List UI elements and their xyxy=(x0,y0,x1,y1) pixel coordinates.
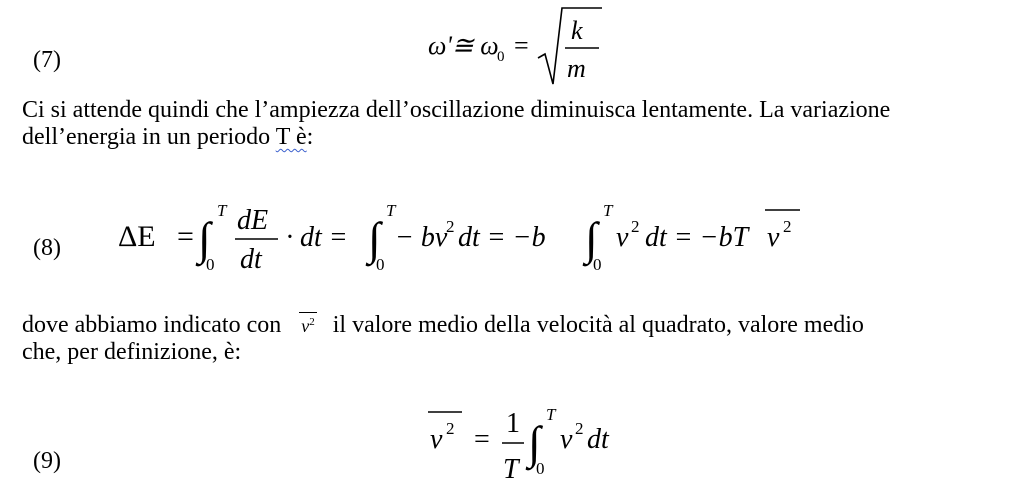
p2-line1-post: il valore medio della velocità al quadrato, valore medio xyxy=(332,312,864,338)
eq7-numerator: k xyxy=(571,16,583,45)
integral-sign-3: ∫ xyxy=(585,213,598,264)
eq8-eq1: = xyxy=(177,220,194,253)
eq8-term3-sup: 2 xyxy=(631,217,640,236)
eq9-lhs-sup: 2 xyxy=(446,419,455,438)
equation-9 xyxy=(410,398,650,492)
paragraph-1-line-2 xyxy=(22,124,313,151)
eq8-delta-e: ΔE xyxy=(118,220,156,253)
int3-lower: 0 xyxy=(593,255,602,274)
equation-number-7: (7) xyxy=(33,47,61,73)
eq9-equals: = xyxy=(474,424,490,455)
eq7-equals: = xyxy=(514,31,529,60)
eq7-subscript: 0 xyxy=(497,49,505,65)
eq8-term2-sup: 2 xyxy=(446,217,455,236)
eq9-int-lower: 0 xyxy=(536,459,545,478)
int2-lower: 0 xyxy=(376,255,385,274)
eq8-term4-sup: 2 xyxy=(783,217,792,236)
eq8-frac-den: dt xyxy=(240,244,262,275)
eq9-rhs-tail: dt xyxy=(587,424,609,455)
eq9-frac-num: 1 xyxy=(506,408,520,439)
eq9-lhs-v: v xyxy=(430,424,443,455)
eq8-term2-tail: dt = −b xyxy=(458,222,546,253)
p1-line2-post: : xyxy=(306,124,314,150)
equation-number-8: (8) xyxy=(33,235,61,261)
p2-line1-pre: dove abbiamo indicato con xyxy=(22,312,282,338)
eq8-term3-tail: dt = −bT xyxy=(645,222,749,253)
equation-8 xyxy=(110,188,830,278)
spellcheck-marked-text: T è xyxy=(275,124,307,150)
paragraph-1-line-1: Ci si attende quindi che l’ampiezza dell’oscillazione diminuisca lentamente. La variazione xyxy=(22,97,891,123)
int2-upper: T xyxy=(386,201,396,220)
paragraph-2-line-1 xyxy=(22,312,864,339)
eq7-lhs: ω'≅ ω xyxy=(428,31,499,60)
eq8-term4: v xyxy=(767,222,780,253)
eq9-int-upper: T xyxy=(546,405,556,424)
equation-7 xyxy=(410,2,610,90)
int1-lower: 0 xyxy=(206,255,215,274)
paragraph-2-line-2: che, per definizione, è: xyxy=(22,339,242,365)
integral-sign-2: ∫ xyxy=(368,213,381,264)
eq9-frac-den: T xyxy=(503,454,519,485)
eq8-term2: − bv xyxy=(395,222,448,253)
eq8-term3: v xyxy=(616,222,629,253)
int3-upper: T xyxy=(603,201,613,220)
eq7-denominator: m xyxy=(567,54,586,83)
p1-line2-pre: dell’energia in un periodo xyxy=(22,124,276,150)
inline-v-squared-mean: $v^2$ xyxy=(299,312,317,335)
integral-sign-1: ∫ xyxy=(198,213,211,264)
int1-upper: T xyxy=(217,201,227,220)
eq8-dot-dt: · dt = xyxy=(286,222,348,253)
eq9-integral-sign: ∫ xyxy=(528,417,541,468)
eq9-rhs-v: v xyxy=(560,424,573,455)
eq8-frac-num: dE xyxy=(237,205,269,236)
eq9-rhs-sup: 2 xyxy=(575,419,584,438)
equation-number-9: (9) xyxy=(33,448,61,474)
